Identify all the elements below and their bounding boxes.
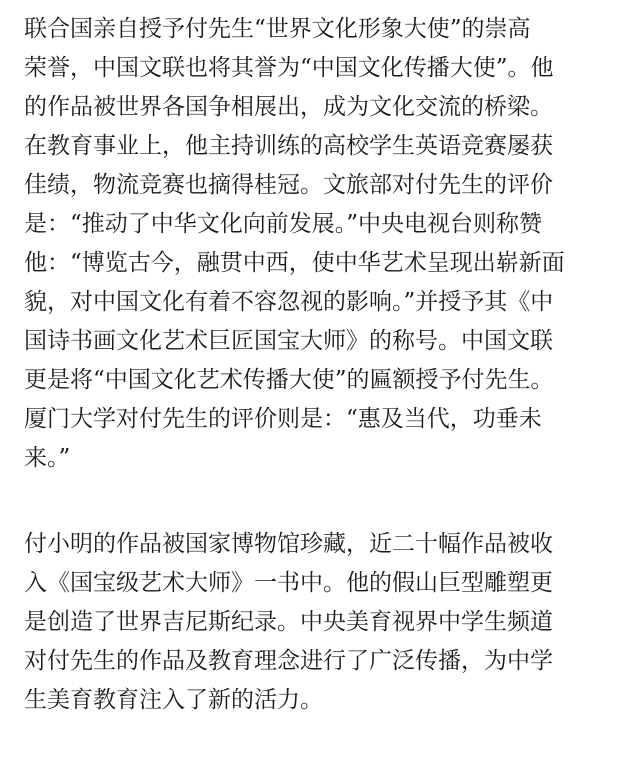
paragraph-spacer xyxy=(24,478,599,525)
text-line: 付小明的作品被国家博物馆珍藏，近二十幅作品被收 xyxy=(24,531,553,557)
text-line: 是创造了世界吉尼斯纪录。中央美育视界中学生频道 xyxy=(24,609,553,635)
paragraph-2 xyxy=(24,525,599,720)
text-line: 生美育教育注入了新的活力。 xyxy=(24,687,323,713)
text-line: 的作品被世界各国争相展出，成为文化交流的桥梁。 xyxy=(24,94,553,120)
text-line: 入《国宝级艺术大师》一书中。他的假山巨型雕塑更 xyxy=(24,570,553,596)
paragraph-1 xyxy=(24,10,599,478)
text-line: 厦门大学对付先生的评价则是：“惠及当代，功垂未 xyxy=(24,406,542,432)
text-line: 貌，对中国文化有着不容忽视的影响。”并授予其《中 xyxy=(24,289,554,315)
text-line: 在教育事业上，他主持训练的高校学生英语竞赛屡获 xyxy=(24,133,553,159)
article-body xyxy=(24,10,599,720)
text-line: 联合国亲自授予付先生“世界文化形象大使”的崇高 xyxy=(24,16,531,42)
text-line: 来。” xyxy=(24,445,71,471)
text-line: 佳绩，物流竞赛也摘得桂冠。文旅部对付先生的评价 xyxy=(24,172,553,198)
text-line: 更是将“中国文化艺术传播大使”的匾额授予付先生。 xyxy=(24,367,554,393)
text-line: 是：“推动了中华文化向前发展。”中央电视台则称赞 xyxy=(24,211,543,237)
text-line: 国诗书画文化艺术巨匠国宝大师》的称号。中国文联 xyxy=(24,328,553,354)
text-line: 对付先生的作品及教育理念进行了广泛传播，为中学 xyxy=(24,648,553,674)
text-line: 荣誉，中国文联也将其誉为“中国文化传播大使”。他 xyxy=(24,55,554,81)
text-line: 他：“博览古今，融贯中西，使中华艺术呈现出崭新面 xyxy=(24,250,565,276)
